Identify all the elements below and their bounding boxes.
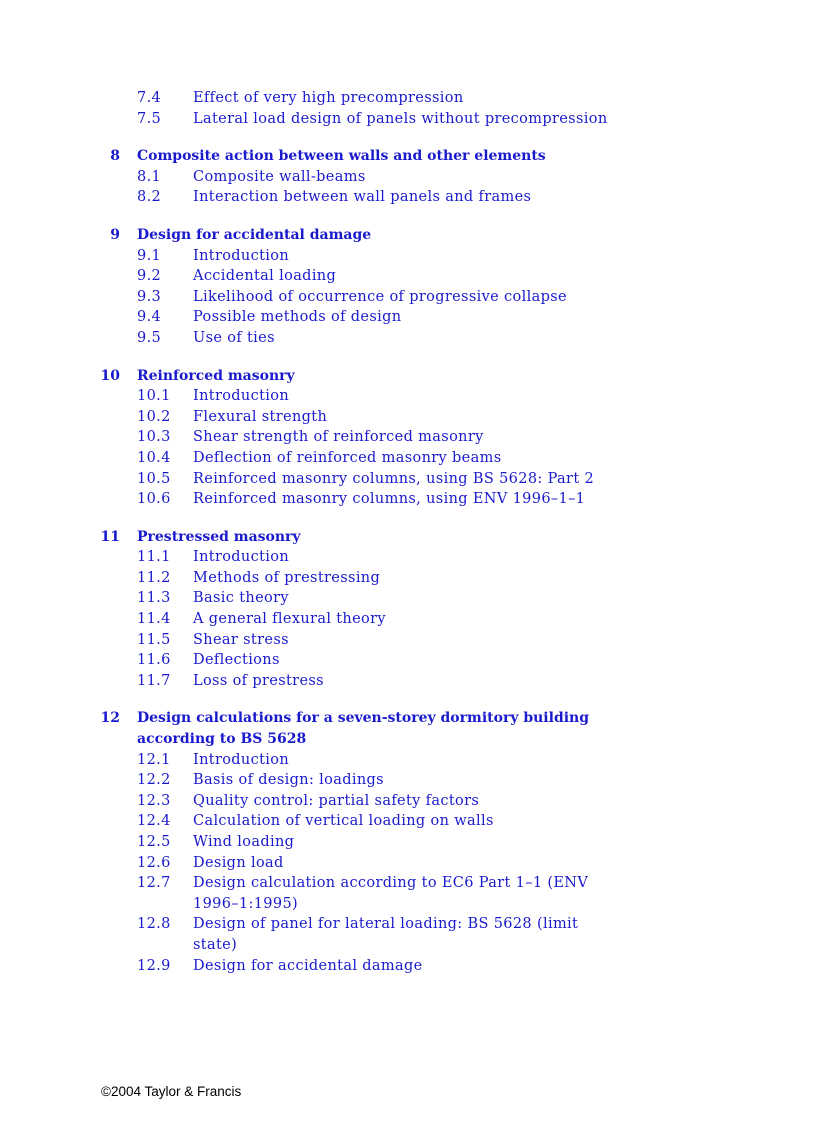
section-title: Introduction bbox=[193, 751, 290, 768]
section-number: 8.2 bbox=[137, 189, 162, 206]
section-title: Shear strength of reinforced masonry bbox=[193, 429, 484, 446]
section-title: Quality control: partial safety factors bbox=[193, 792, 480, 809]
toc-chapter bbox=[0, 708, 816, 976]
section-entry-link[interactable] bbox=[0, 469, 816, 490]
toc-chapter bbox=[0, 225, 816, 349]
section-title: Wind loading bbox=[193, 834, 295, 850]
section-entry-link[interactable] bbox=[0, 407, 816, 428]
section-number: 7.4 bbox=[137, 90, 162, 106]
section-entry-link[interactable] bbox=[0, 187, 816, 208]
chapter-title: Design for accidental damage bbox=[137, 226, 372, 243]
section-title: Likelihood of occurrence of progressive collapse bbox=[193, 288, 567, 305]
section-entry-link[interactable] bbox=[0, 671, 816, 692]
chapter-number: 10 bbox=[100, 367, 120, 384]
section-title: A general flexural theory bbox=[193, 611, 386, 628]
chapter-title: Reinforced masonry bbox=[137, 367, 295, 384]
section-title: Reinforced masonry columns, using BS 5628: Part 2 bbox=[193, 470, 595, 487]
section-entry-link[interactable] bbox=[0, 873, 816, 914]
section-entry-link[interactable] bbox=[0, 832, 816, 853]
section-entry-link[interactable] bbox=[0, 914, 816, 955]
chapter-heading-link[interactable] bbox=[0, 708, 816, 749]
section-number: 9.5 bbox=[137, 329, 162, 346]
section-number: 12.6 bbox=[137, 854, 171, 871]
section-title: Deflection of reinforced masonry beams bbox=[193, 449, 502, 466]
section-entry-link[interactable] bbox=[0, 88, 816, 109]
section-entry-link[interactable] bbox=[0, 853, 816, 874]
section-number: 9.4 bbox=[137, 309, 162, 326]
section-number: 11.1 bbox=[137, 549, 171, 566]
section-title: Design of panel for lateral loading: BS 5628 (limit state) bbox=[193, 916, 579, 953]
section-title: Basis of design: loadings bbox=[193, 772, 384, 789]
section-title: Use of ties bbox=[193, 329, 275, 346]
section-entry-link[interactable] bbox=[0, 791, 816, 812]
section-entry-link[interactable] bbox=[0, 609, 816, 630]
chapter-title: Design calculations for a seven-storey dormitory building according to BS 5628 bbox=[137, 710, 590, 748]
section-title: Reinforced masonry columns, using ENV 1996–1–1 bbox=[193, 491, 586, 508]
section-number: 10.4 bbox=[137, 449, 171, 466]
toc-chapter bbox=[0, 88, 816, 129]
section-entry-link[interactable] bbox=[0, 246, 816, 267]
section-number: 10.1 bbox=[137, 388, 171, 405]
section-number: 12.1 bbox=[137, 751, 171, 768]
section-title: Introduction bbox=[193, 247, 290, 264]
chapter-title: Composite action between walls and other elements bbox=[137, 148, 546, 165]
section-number: 9.3 bbox=[137, 288, 162, 305]
section-entry-link[interactable] bbox=[0, 109, 816, 130]
section-title: Lateral load design of panels without precompression bbox=[193, 110, 608, 127]
section-number: 8.1 bbox=[137, 168, 162, 185]
section-entry-link[interactable] bbox=[0, 650, 816, 671]
section-number: 12.9 bbox=[137, 957, 171, 974]
chapter-title: Prestressed masonry bbox=[137, 528, 301, 545]
section-entry-link[interactable] bbox=[0, 568, 816, 589]
section-title: Design for accidental damage bbox=[193, 957, 423, 974]
chapter-heading-link[interactable] bbox=[0, 527, 816, 548]
toc-chapter bbox=[0, 366, 816, 510]
section-entry-link[interactable] bbox=[0, 386, 816, 407]
copyright-footer: ©2004 Taylor & Francis bbox=[101, 1084, 242, 1099]
section-entry-link[interactable] bbox=[0, 750, 816, 771]
section-number: 11.7 bbox=[137, 672, 171, 689]
section-number: 11.4 bbox=[137, 611, 171, 628]
section-title: Design calculation according to EC6 Part 1–1 (ENV 1996–1:1995) bbox=[193, 875, 589, 912]
chapter-heading-link[interactable] bbox=[0, 225, 816, 246]
section-number: 9.2 bbox=[137, 268, 162, 285]
section-number: 12.4 bbox=[137, 813, 171, 830]
section-number: 10.6 bbox=[137, 491, 171, 508]
section-title: Possible methods of design bbox=[193, 309, 402, 326]
section-title: Loss of prestress bbox=[193, 672, 324, 689]
section-title: Interaction between wall panels and frames bbox=[193, 189, 532, 206]
section-title: Design load bbox=[193, 854, 284, 871]
chapter-heading-link[interactable] bbox=[0, 366, 816, 387]
section-entry-link[interactable] bbox=[0, 266, 816, 287]
section-title: Calculation of vertical loading on walls bbox=[193, 813, 494, 830]
section-title: Shear stress bbox=[193, 631, 289, 648]
section-entry-link[interactable] bbox=[0, 167, 816, 188]
section-number: 10.3 bbox=[137, 429, 171, 446]
section-entry-link[interactable] bbox=[0, 427, 816, 448]
section-entry-link[interactable] bbox=[0, 588, 816, 609]
section-number: 10.5 bbox=[137, 470, 171, 487]
section-title: Effect of very high precompression bbox=[193, 90, 464, 106]
section-entry-link[interactable] bbox=[0, 328, 816, 349]
section-title: Composite wall-beams bbox=[193, 168, 366, 185]
section-number: 11.3 bbox=[137, 590, 171, 607]
section-number: 9.1 bbox=[137, 247, 162, 264]
section-number: 12.2 bbox=[137, 772, 171, 789]
section-title: Introduction bbox=[193, 549, 290, 566]
section-number: 12.7 bbox=[137, 875, 171, 892]
section-number: 12.5 bbox=[137, 834, 171, 850]
section-entry-link[interactable] bbox=[0, 287, 816, 308]
section-entry-link[interactable] bbox=[0, 956, 816, 977]
toc-chapter bbox=[0, 146, 816, 208]
chapter-heading-link[interactable] bbox=[0, 146, 816, 167]
chapter-number: 11 bbox=[100, 528, 120, 545]
section-entry-link[interactable] bbox=[0, 811, 816, 832]
toc-chapter bbox=[0, 527, 816, 692]
section-title: Deflections bbox=[193, 652, 280, 669]
section-entry-link[interactable] bbox=[0, 630, 816, 651]
section-number: 11.5 bbox=[137, 631, 171, 648]
section-entry-link[interactable] bbox=[0, 448, 816, 469]
section-entry-link[interactable] bbox=[0, 307, 816, 328]
section-number: 7.5 bbox=[137, 110, 162, 127]
chapter-number: 9 bbox=[110, 226, 120, 243]
section-title: Introduction bbox=[193, 388, 290, 405]
section-number: 12.3 bbox=[137, 792, 171, 809]
section-number: 11.6 bbox=[137, 652, 171, 669]
section-entry-link[interactable] bbox=[0, 489, 816, 510]
section-entry-link[interactable] bbox=[0, 770, 816, 791]
section-number: 12.8 bbox=[137, 916, 171, 933]
section-title: Accidental loading bbox=[193, 268, 337, 285]
section-title: Flexural strength bbox=[193, 408, 328, 425]
section-title: Methods of prestressing bbox=[193, 569, 381, 586]
section-number: 11.2 bbox=[137, 569, 171, 586]
chapter-number: 8 bbox=[110, 148, 120, 165]
table-of-contents bbox=[0, 88, 816, 993]
section-title: Basic theory bbox=[193, 590, 289, 607]
chapter-number: 12 bbox=[100, 710, 120, 727]
section-entry-link[interactable] bbox=[0, 547, 816, 568]
section-number: 10.2 bbox=[137, 408, 171, 425]
